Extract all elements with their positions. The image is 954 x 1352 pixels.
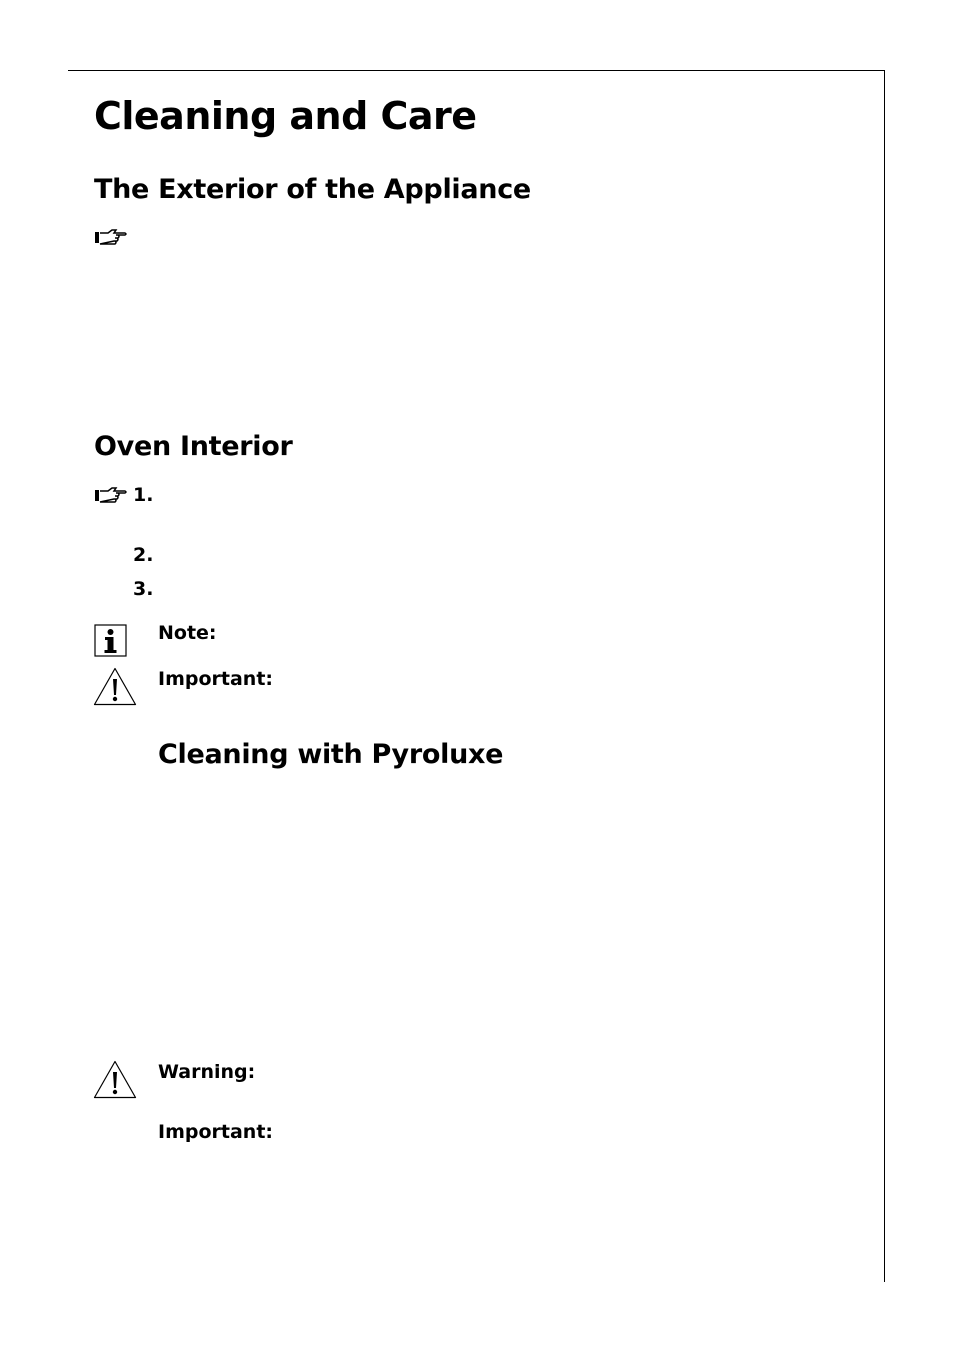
page-top-rule xyxy=(68,70,885,71)
pointing-hand-icon xyxy=(94,228,128,246)
section-heading-pyroluxe: Cleaning with Pyroluxe xyxy=(158,739,504,770)
step-number: 3. xyxy=(133,578,154,600)
warning-triangle-icon xyxy=(93,1060,137,1099)
step-number: 1. xyxy=(133,484,154,506)
page-right-rule xyxy=(884,70,885,1282)
important-label: Important: xyxy=(158,1121,274,1143)
warning-label: Warning: xyxy=(158,1061,256,1083)
pointing-hand-icon xyxy=(94,486,128,504)
step-number: 2. xyxy=(133,544,154,566)
note-label: Note: xyxy=(158,622,217,644)
section-heading-oven-interior: Oven Interior xyxy=(94,431,293,462)
important-label: Important: xyxy=(158,668,274,690)
page-title: Cleaning and Care xyxy=(94,94,477,138)
section-heading-exterior: The Exterior of the Appliance xyxy=(94,174,531,205)
warning-triangle-icon xyxy=(93,667,137,706)
info-icon xyxy=(94,624,128,658)
